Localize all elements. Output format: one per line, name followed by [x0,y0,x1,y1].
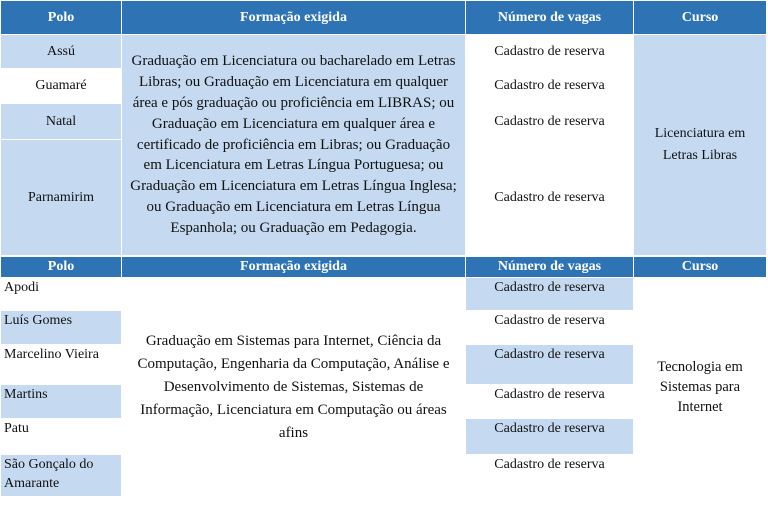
vagas-cell: Cadastro de reserva [466,140,634,256]
header-formacao: Formação exigida [122,1,466,35]
vagas-cell: Cadastro de reserva [466,104,634,140]
polo-cell: São Gonçalo do Amarante [1,455,122,497]
vagas-cell: Cadastro de reserva [466,35,634,69]
vagas-cell: Cadastro de reserva [466,69,634,104]
polo-cell: Apodi [1,278,122,311]
header-formacao: Formação exigida [122,257,466,278]
table-row [1,278,767,311]
header-polo: Polo [1,1,122,35]
vagas-cell: Cadastro de reserva [466,311,634,345]
header-vagas: Número de vagas [466,1,634,35]
curso-cell: Tecnologia em Sistemas para Internet [634,278,767,497]
vagas-cell: Cadastro de reserva [466,455,634,497]
vacancy-table-internet [0,256,767,497]
table-header-row [1,1,767,35]
header-vagas: Número de vagas [466,257,634,278]
polo-cell: Luís Gomes [1,311,122,345]
table-header-row [1,257,767,278]
curso-cell: Licenciatura em Letras Libras [634,35,767,256]
polo-cell: Guamaré [1,69,122,104]
polo-cell: Parnamirim [1,140,122,256]
polo-cell: Patu [1,419,122,455]
vagas-cell: Cadastro de reserva [466,345,634,385]
polo-cell: Assú [1,35,122,69]
table-row [1,35,767,69]
header-curso: Curso [634,257,767,278]
formacao-cell: Graduação em Sistemas para Internet, Ciência da Computação, Engenharia da Computação, Análise e Desenvolvimento de Sistemas, Sistemas de Informação, Licenciatura em Computação ou áreas afins [122,278,466,497]
header-curso: Curso [634,1,767,35]
vagas-cell: Cadastro de reserva [466,385,634,419]
polo-cell: Natal [1,104,122,140]
header-polo: Polo [1,257,122,278]
polo-cell: Martins [1,385,122,419]
polo-cell: Marcelino Vieira [1,345,122,385]
vagas-cell: Cadastro de reserva [466,278,634,311]
formacao-cell: Graduação em Licenciatura ou bacharelado em Letras Libras; ou Graduação em Licenciatura em qualquer área e pós graduação ou proficiência em LIBRAS; ou Graduação em Licenciatura em qualquer área e certificado de proficiência em Libras; ou Graduação em Licenciatura em Letras Língua Portuguesa; ou Graduação em Licenciatura em Letras Língua Inglesa; ou Graduação em Licenciatura em Letras Língua Espanhola; ou Graduação em Pedagogia. [122,35,466,256]
vagas-cell: Cadastro de reserva [466,419,634,455]
